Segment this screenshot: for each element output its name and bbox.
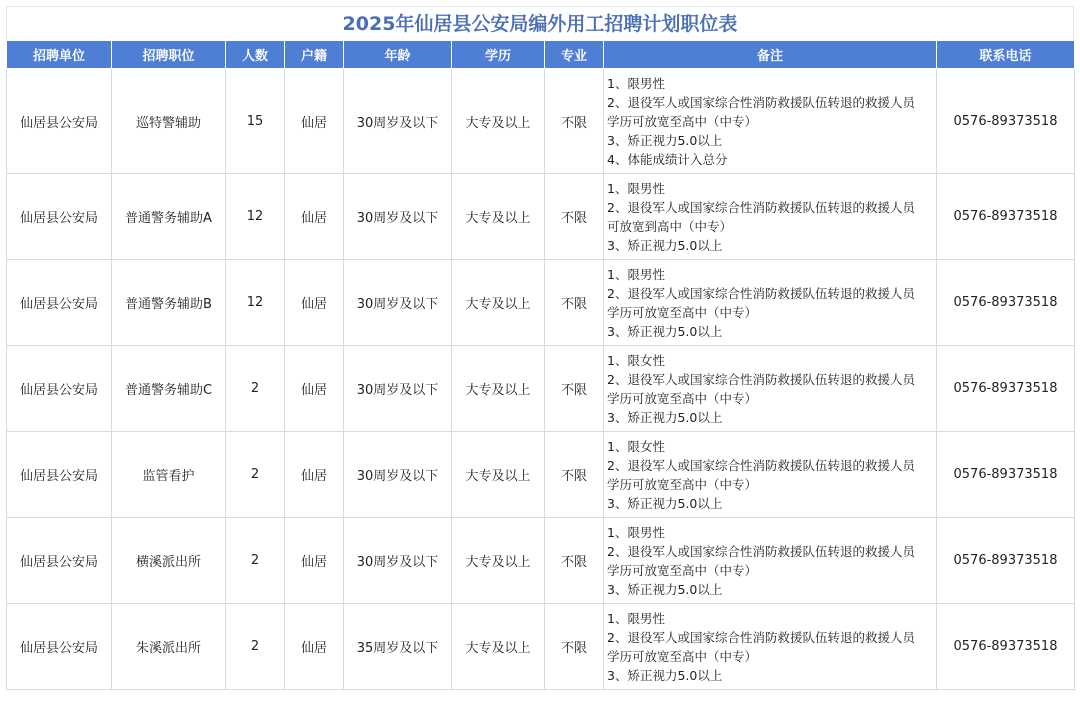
cell-notes [604, 518, 937, 604]
note-line: 1、限男性 [607, 266, 665, 282]
cell-notes [604, 604, 937, 690]
cell-education: 大专及以上 [452, 432, 545, 518]
cell-count: 15 [226, 69, 285, 174]
cell-age: 30周岁及以下 [344, 174, 452, 260]
note-line: 3、矫正视力5.0以上 [607, 667, 723, 683]
note-line: 学历可放宽至高中（中专） [607, 304, 758, 320]
note-line: 3、矫正视力5.0以上 [607, 323, 723, 339]
cell-count: 2 [226, 432, 285, 518]
cell-hukou: 仙居 [285, 432, 344, 518]
cell-major: 不限 [545, 260, 604, 346]
note-line: 4、体能成绩计入总分 [607, 151, 728, 167]
header-notes: 备注 [604, 41, 937, 69]
note-line: 2、退役军人或国家综合性消防救援队伍转退的救援人员 [607, 94, 915, 110]
cell-notes [604, 432, 937, 518]
note-line: 1、限男性 [607, 524, 665, 540]
cell-count: 2 [226, 346, 285, 432]
header-major: 专业 [545, 41, 604, 69]
cell-education: 大专及以上 [452, 518, 545, 604]
header-unit: 招聘单位 [7, 41, 112, 69]
note-line: 学历可放宽至高中（中专） [607, 113, 758, 129]
note-line: 学历可放宽至高中（中专） [607, 562, 758, 578]
note-line: 3、矫正视力5.0以上 [607, 495, 723, 511]
cell-unit: 仙居县公安局 [7, 69, 112, 174]
table-row [7, 518, 1075, 604]
cell-major: 不限 [545, 174, 604, 260]
note-line: 1、限女性 [607, 438, 665, 454]
cell-position: 普通警务辅助A [112, 174, 226, 260]
note-line: 2、退役军人或国家综合性消防救援队伍转退的救援人员 [607, 457, 915, 473]
note-line: 1、限男性 [607, 610, 665, 626]
cell-notes [604, 174, 937, 260]
table-row [7, 432, 1075, 518]
cell-count: 12 [226, 260, 285, 346]
cell-unit: 仙居县公安局 [7, 604, 112, 690]
note-line: 2、退役军人或国家综合性消防救援队伍转退的救援人员 [607, 543, 915, 559]
cell-phone: 0576-89373518 [937, 346, 1075, 432]
cell-unit: 仙居县公安局 [7, 260, 112, 346]
cell-education: 大专及以上 [452, 174, 545, 260]
cell-unit: 仙居县公安局 [7, 518, 112, 604]
table-row [7, 69, 1075, 174]
note-line: 3、矫正视力5.0以上 [607, 237, 723, 253]
header-age: 年龄 [344, 41, 452, 69]
cell-phone: 0576-89373518 [937, 604, 1075, 690]
note-line: 学历可放宽至高中（中专） [607, 390, 758, 406]
cell-education: 大专及以上 [452, 69, 545, 174]
note-line: 1、限女性 [607, 352, 665, 368]
cell-position: 普通警务辅助B [112, 260, 226, 346]
header-phone: 联系电话 [937, 41, 1075, 69]
header-count: 人数 [226, 41, 285, 69]
cell-count: 2 [226, 604, 285, 690]
cell-unit: 仙居县公安局 [7, 346, 112, 432]
cell-notes [604, 346, 937, 432]
cell-phone: 0576-89373518 [937, 260, 1075, 346]
cell-hukou: 仙居 [285, 69, 344, 174]
cell-position: 普通警务辅助C [112, 346, 226, 432]
cell-hukou: 仙居 [285, 604, 344, 690]
cell-position: 朱溪派出所 [112, 604, 226, 690]
cell-position: 监管看护 [112, 432, 226, 518]
note-line: 可放宽到高中（中专） [607, 218, 733, 234]
cell-phone: 0576-89373518 [937, 518, 1075, 604]
header-education: 学历 [452, 41, 545, 69]
cell-education: 大专及以上 [452, 260, 545, 346]
header-hukou: 户籍 [285, 41, 344, 69]
cell-unit: 仙居县公安局 [7, 174, 112, 260]
cell-major: 不限 [545, 69, 604, 174]
cell-major: 不限 [545, 604, 604, 690]
cell-age: 30周岁及以下 [344, 518, 452, 604]
cell-age: 30周岁及以下 [344, 260, 452, 346]
table-row [7, 260, 1075, 346]
cell-notes [604, 260, 937, 346]
cell-hukou: 仙居 [285, 174, 344, 260]
cell-count: 2 [226, 518, 285, 604]
cell-hukou: 仙居 [285, 346, 344, 432]
cell-count: 12 [226, 174, 285, 260]
cell-age: 30周岁及以下 [344, 346, 452, 432]
cell-education: 大专及以上 [452, 346, 545, 432]
cell-age: 30周岁及以下 [344, 69, 452, 174]
cell-education: 大专及以上 [452, 604, 545, 690]
cell-unit: 仙居县公安局 [7, 432, 112, 518]
note-line: 3、矫正视力5.0以上 [607, 409, 723, 425]
cell-hukou: 仙居 [285, 260, 344, 346]
note-line: 学历可放宽至高中（中专） [607, 648, 758, 664]
page-title: 2025年仙居县公安局编外用工招聘计划职位表 [6, 6, 1074, 40]
cell-phone: 0576-89373518 [937, 69, 1075, 174]
note-line: 2、退役军人或国家综合性消防救援队伍转退的救援人员 [607, 629, 915, 645]
table-row [7, 346, 1075, 432]
cell-major: 不限 [545, 432, 604, 518]
note-line: 2、退役军人或国家综合性消防救援队伍转退的救援人员 [607, 371, 915, 387]
note-line: 学历可放宽至高中（中专） [607, 476, 758, 492]
cell-notes [604, 69, 937, 174]
cell-major: 不限 [545, 518, 604, 604]
cell-position: 巡特警辅助 [112, 69, 226, 174]
cell-age: 35周岁及以下 [344, 604, 452, 690]
header-position: 招聘职位 [112, 41, 226, 69]
note-line: 3、矫正视力5.0以上 [607, 132, 723, 148]
note-line: 1、限男性 [607, 75, 665, 91]
note-line: 2、退役军人或国家综合性消防救援队伍转退的救援人员 [607, 285, 915, 301]
cell-phone: 0576-89373518 [937, 174, 1075, 260]
note-line: 2、退役军人或国家综合性消防救援队伍转退的救援人员 [607, 199, 915, 215]
table-row [7, 604, 1075, 690]
note-line: 3、矫正视力5.0以上 [607, 581, 723, 597]
table-row [7, 174, 1075, 260]
cell-phone: 0576-89373518 [937, 432, 1075, 518]
table-header-row [7, 41, 1075, 69]
cell-position: 横溪派出所 [112, 518, 226, 604]
cell-hukou: 仙居 [285, 518, 344, 604]
cell-major: 不限 [545, 346, 604, 432]
note-line: 1、限男性 [607, 180, 665, 196]
cell-age: 30周岁及以下 [344, 432, 452, 518]
recruitment-table [6, 40, 1075, 690]
